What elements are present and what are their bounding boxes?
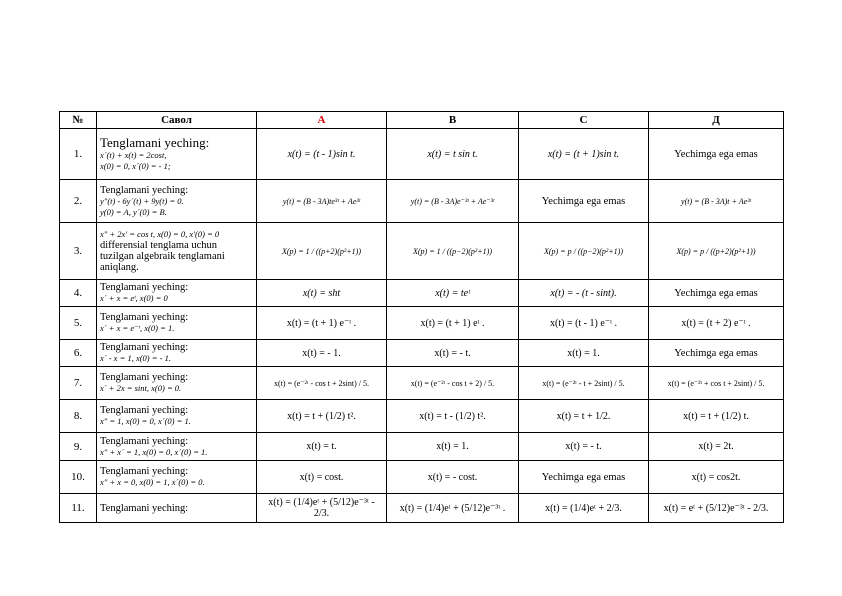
table-row xyxy=(60,433,784,461)
table-row xyxy=(60,307,784,340)
table-row xyxy=(60,367,784,400)
row-number: 9. xyxy=(60,433,97,461)
answer-d: x(t) = (t + 2) e⁻ᵗ . xyxy=(649,307,784,340)
row-number: 5. xyxy=(60,307,97,340)
answer-d: X(p) = p / ((p+2)(p²+1)) xyxy=(649,223,784,280)
question-line: x´ - x = 1, x(0) = - 1. xyxy=(100,353,171,363)
table-row xyxy=(60,494,784,523)
question-title: Tenglamani yeching: xyxy=(100,135,210,150)
question-line: x″ + x´ = 1, x(0) = 0, x´(0) = 1. xyxy=(100,446,208,457)
row-number: 7. xyxy=(60,367,97,400)
question-line: y″(t) - 6y´(t) + 9y(t) = 0. xyxy=(100,195,184,206)
answer-b: x(t) = (t + 1) eᵗ . xyxy=(387,307,519,340)
question-title: Tenglamani yeching: xyxy=(100,372,189,383)
question-title: Tenglamani yeching: xyxy=(100,466,189,477)
row-number: 3. xyxy=(60,223,97,280)
table-row xyxy=(60,461,784,494)
quiz-table xyxy=(59,111,784,523)
answer-b: x(t) = (e⁻²ᵗ - cos t + 2) / 5. xyxy=(387,367,519,400)
question-cell xyxy=(97,367,257,400)
header-b: B xyxy=(387,112,519,129)
table-row xyxy=(60,129,784,180)
answer-a: y(t) = (B - 3A)te³ᵗ + Ae³ᵗ xyxy=(257,180,387,223)
answer-b: x(t) = teᵗ xyxy=(387,280,519,307)
answer-c: x(t) = (1/4)eᵗ + 2/3. xyxy=(519,494,649,523)
question-cell xyxy=(97,400,257,433)
header-c: C xyxy=(519,112,649,129)
question-title: Tenglamani yeching: xyxy=(100,312,189,323)
table-row xyxy=(60,340,784,367)
question-line: x´ + x = eᵗ, x(0) = 0 xyxy=(100,293,168,303)
question-title: Tenglamani yeching: xyxy=(100,184,189,196)
question-cell xyxy=(97,433,257,461)
answer-c: X(p) = p / ((p−2)(p²+1)) xyxy=(519,223,649,280)
row-number: 6. xyxy=(60,340,97,367)
answer-c: Yechimga ega emas xyxy=(519,180,649,223)
answer-c: Yechimga ega emas xyxy=(519,461,649,494)
question-title: Tenglamani yeching: xyxy=(100,435,189,447)
question-cell xyxy=(97,307,257,340)
answer-c: x(t) = (e⁻²ᵗ - t + 2sint) / 5. xyxy=(519,367,649,400)
answer-a: x(t) = (1/4)eᵗ + (5/12)e⁻³ᵗ - 2/3. xyxy=(257,494,387,523)
question-line: differensial tenglama uchun tuzilgan algebraik tenglamani aniqlang. xyxy=(100,240,225,273)
answer-d: Yechimga ega emas xyxy=(649,129,784,180)
question-line: y(0) = A, y´(0) = B. xyxy=(100,206,167,217)
answer-c: x(t) = (t - 1) e⁻ᵗ . xyxy=(519,307,649,340)
table-row xyxy=(60,223,784,280)
table-row xyxy=(60,400,784,433)
answer-b: x(t) = - cost. xyxy=(387,461,519,494)
question-title: Tenglamani yeching: xyxy=(100,282,189,293)
question-line: x″ = 1, x(0) = 0, x´(0) = 1. xyxy=(100,416,191,426)
answer-b: x(t) = (1/4)eᵗ + (5/12)e⁻³ᵗ . xyxy=(387,494,519,523)
answer-d: x(t) = eᵗ + (5/12)e⁻³ᵗ - 2/3. xyxy=(649,494,784,523)
answer-a: x(t) = - 1. xyxy=(257,340,387,367)
answer-c: x(t) = 1. xyxy=(519,340,649,367)
question-cell xyxy=(97,494,257,523)
question-cell xyxy=(97,129,257,180)
row-number: 10. xyxy=(60,461,97,494)
answer-c: x(t) = t + 1/2. xyxy=(519,400,649,433)
answer-b: x(t) = 1. xyxy=(387,433,519,461)
header-question: Савол xyxy=(97,112,257,129)
question-title: Tenglamani yeching: xyxy=(100,502,189,514)
answer-d: x(t) = (e⁻²ᵗ + cos t + 2sint) / 5. xyxy=(649,367,784,400)
answer-b: x(t) = t - (1/2) t². xyxy=(387,400,519,433)
answer-b: X(p) = 1 / ((p−2)(p²+1)) xyxy=(387,223,519,280)
answer-a: x(t) = cost. xyxy=(257,461,387,494)
question-title: x″ + 2x′ = cos t, x(0) = 0, x′(0) = 0 xyxy=(100,229,220,239)
answer-a: x(t) = sht xyxy=(257,280,387,307)
row-number: 8. xyxy=(60,400,97,433)
answer-d: Yechimga ega emas xyxy=(649,340,784,367)
answer-d: x(t) = t + (1/2) t. xyxy=(649,400,784,433)
question-cell xyxy=(97,340,257,367)
answer-a: x(t) = (t + 1) e⁻ᵗ . xyxy=(257,307,387,340)
header-a: A xyxy=(257,112,387,129)
answer-b: x(t) = - t. xyxy=(387,340,519,367)
answer-d: x(t) = 2t. xyxy=(649,433,784,461)
answer-b: y(t) = (B - 3A)e⁻³ᵗ + Ae⁻³ᵗ xyxy=(387,180,519,223)
question-cell xyxy=(97,223,257,280)
answer-d: x(t) = cos2t. xyxy=(649,461,784,494)
question-cell xyxy=(97,180,257,223)
table-row xyxy=(60,280,784,307)
question-title: Tenglamani yeching: xyxy=(100,342,189,353)
question-line: x´ + 2x = sint, x(0) = 0. xyxy=(100,383,182,393)
answer-b: x(t) = t sin t. xyxy=(387,129,519,180)
answer-a: X(p) = 1 / ((p+2)(p²+1)) xyxy=(257,223,387,280)
answer-d: Yechimga ega emas xyxy=(649,280,784,307)
answer-c: x(t) = - t. xyxy=(519,433,649,461)
row-number: 1. xyxy=(60,129,97,180)
question-cell xyxy=(97,280,257,307)
header-row xyxy=(60,112,784,129)
header-d: Д xyxy=(649,112,784,129)
row-number: 2. xyxy=(60,180,97,223)
question-title: Tenglamani yeching: xyxy=(100,405,189,416)
answer-a: x(t) = (e⁻²ᵗ - cos t + 2sint) / 5. xyxy=(257,367,387,400)
answer-d: y(t) = (B - 3A)t + Ae³ᵗ xyxy=(649,180,784,223)
answer-a: x(t) = t. xyxy=(257,433,387,461)
question-line: x´(t) + x(t) = 2cost, xyxy=(100,150,167,160)
answer-c: x(t) = - (t - sint). xyxy=(519,280,649,307)
question-cell xyxy=(97,461,257,494)
answer-a: x(t) = t + (1/2) t². xyxy=(257,400,387,433)
table-row xyxy=(60,180,784,223)
header-num: № xyxy=(60,112,97,129)
question-line: x(0) = 0, x´(0) = - 1; xyxy=(100,161,171,171)
row-number: 4. xyxy=(60,280,97,307)
question-line: x″ + x = 0, x(0) = 1, x´(0) = 0. xyxy=(100,477,205,487)
row-number: 11. xyxy=(60,494,97,523)
question-line: x´ + x = e⁻ᵗ, x(0) = 1. xyxy=(100,323,175,333)
answer-c: x(t) = (t + 1)sin t. xyxy=(519,129,649,180)
answer-a: x(t) = (t - 1)sin t. xyxy=(257,129,387,180)
